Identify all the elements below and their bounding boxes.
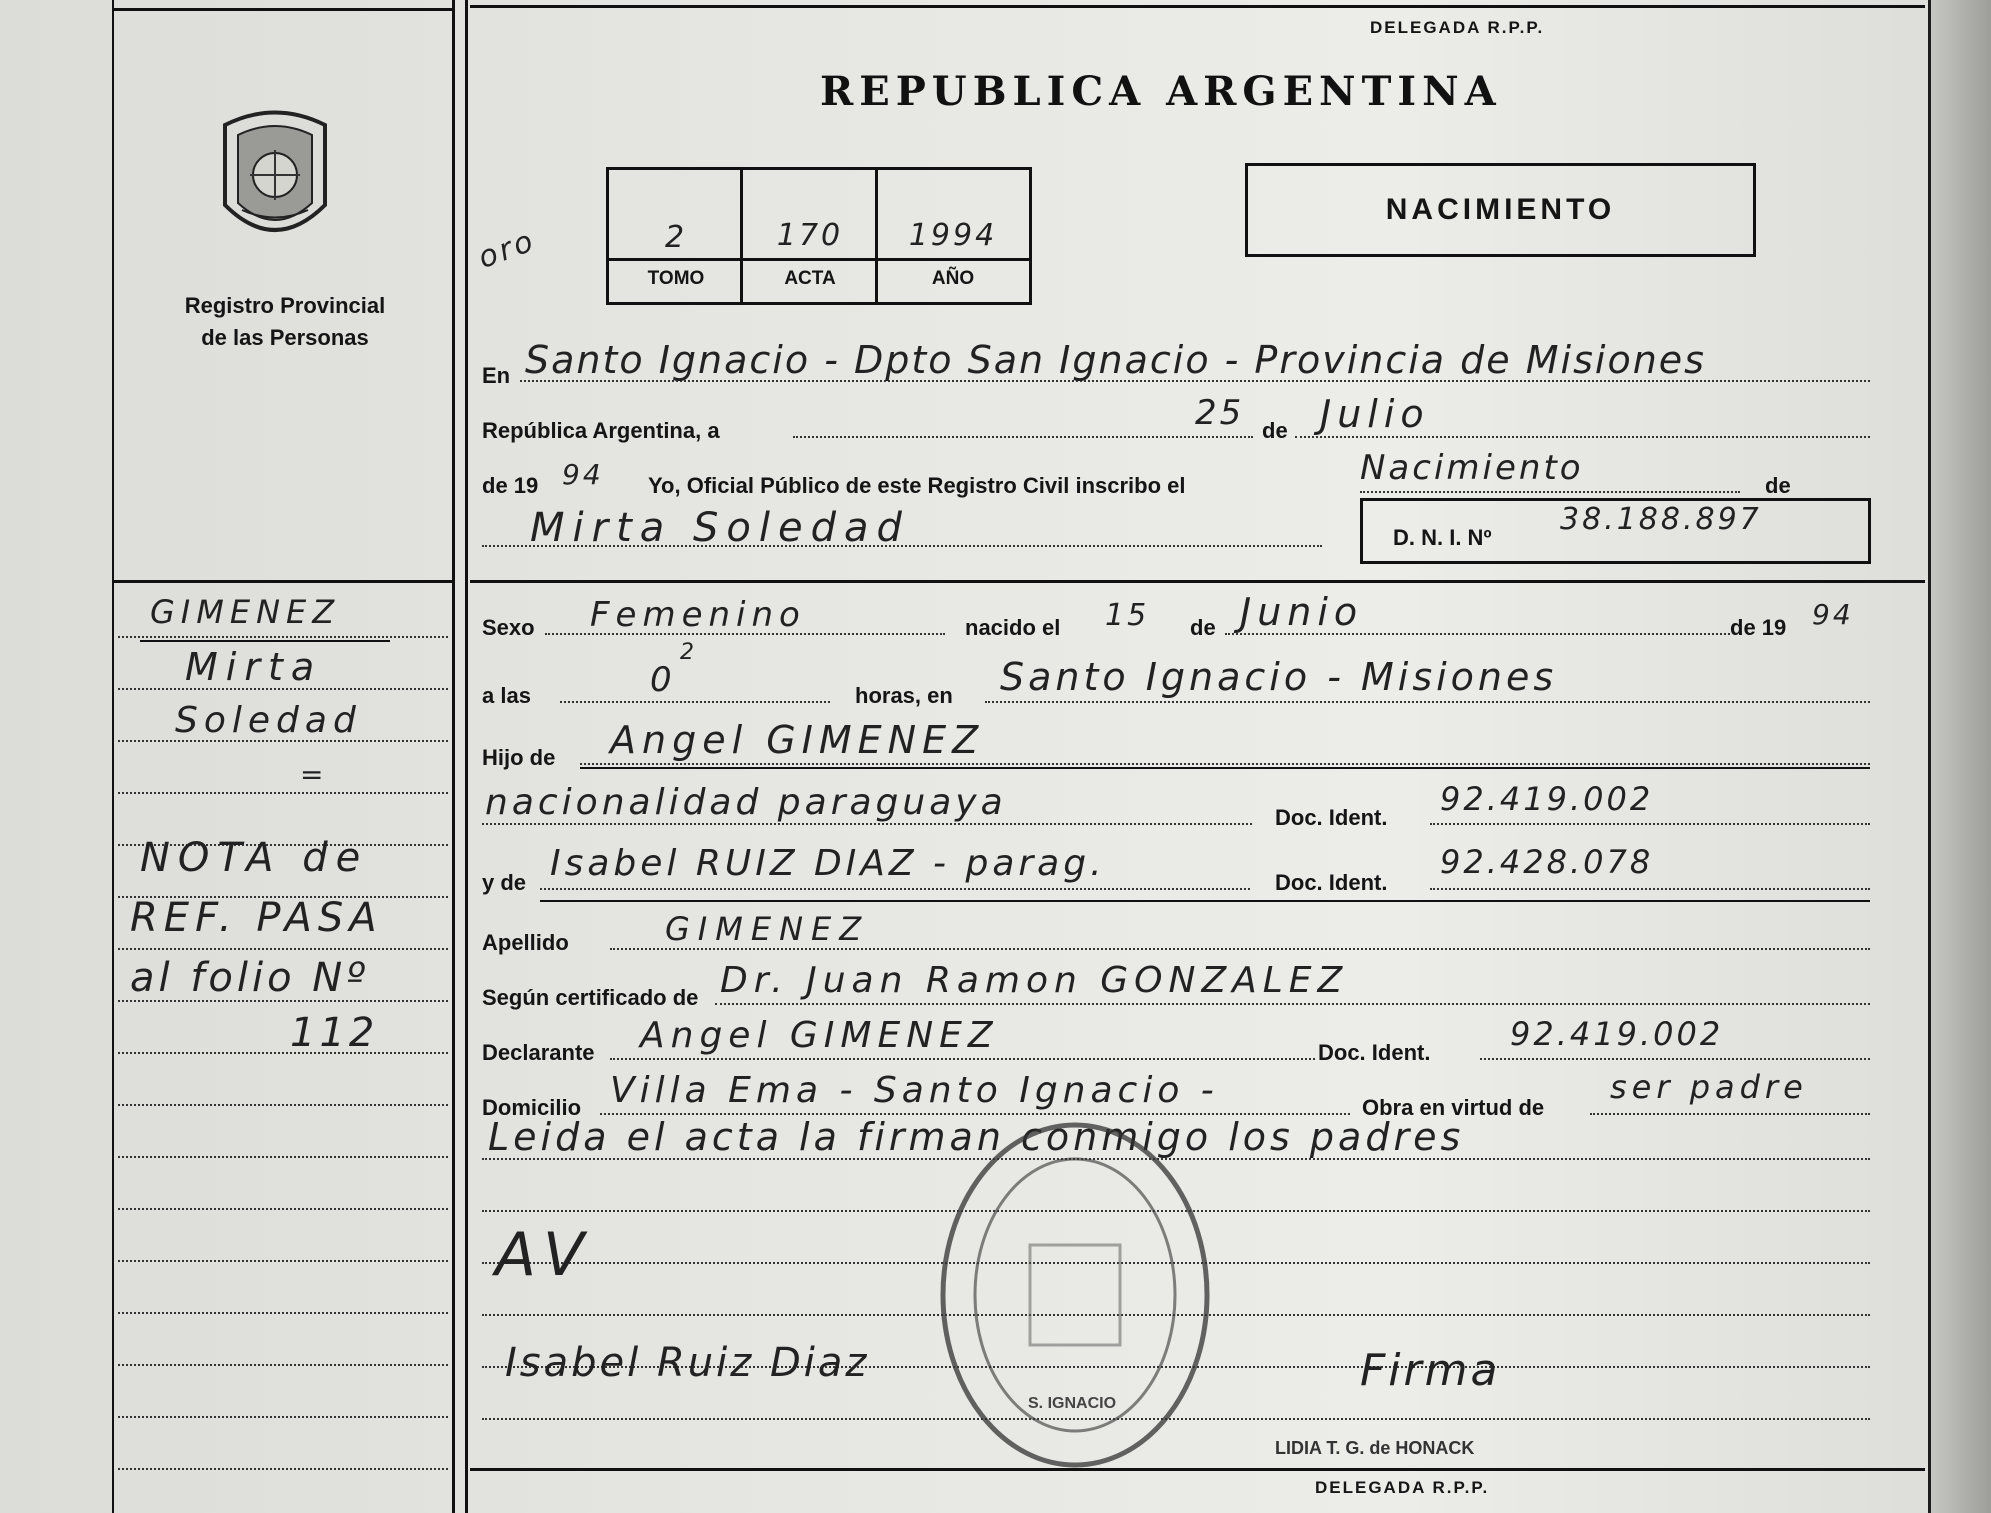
rule-line	[540, 888, 1250, 890]
rule-line	[715, 1003, 1870, 1005]
delegada-top: DELEGADA R.P.P.	[1370, 18, 1545, 37]
margin-header-rule	[112, 580, 452, 583]
label-en: En	[482, 363, 511, 388]
country-title: REPUBLICA ARGENTINA	[820, 68, 1502, 115]
institution-line1: Registro Provincial	[184, 293, 386, 318]
label-y-de: y de	[482, 870, 527, 895]
margin-note2: REF. PASA	[130, 895, 383, 941]
declarant-doc-value: 92.419.002	[1510, 1015, 1724, 1053]
rule-line	[985, 701, 1870, 703]
surname-value: GIMENEZ	[665, 910, 870, 948]
margin-eq: =	[300, 758, 327, 791]
father-doc-value: 92.419.002	[1440, 780, 1654, 818]
margin-name2: Soledad	[175, 700, 362, 741]
rule-line	[1295, 436, 1870, 438]
label-nacido: nacido el	[965, 615, 1061, 640]
label-hijo: Hijo de	[482, 745, 556, 770]
mother-value: Isabel RUIZ DIAZ - parag.	[550, 843, 1106, 884]
margin-rule	[118, 1156, 448, 1158]
label-domicilio: Domicilio	[482, 1095, 582, 1120]
page-edge-line	[1928, 0, 1931, 1513]
margin-rule	[118, 948, 448, 950]
label-doc-ident3: Doc. Ident.	[1318, 1040, 1431, 1065]
sex-value: Femenino	[590, 595, 806, 635]
table-col-divider	[875, 167, 878, 303]
label-declarante: Declarante	[482, 1040, 595, 1065]
margin-note: oro	[473, 223, 541, 276]
label-republica: República Argentina, a	[482, 418, 720, 443]
label-de2: de	[1765, 473, 1791, 498]
margin-top-rule	[112, 8, 452, 11]
rule-line	[1430, 823, 1870, 825]
margin-rule	[118, 1468, 448, 1470]
birth-day-value: 15	[1105, 598, 1150, 633]
label-yo-oficial: Yo, Oficial Público de este Registro Civil inscribo el	[648, 473, 1186, 498]
margin-underline	[140, 640, 390, 642]
dni-value: 38.188.897	[1560, 502, 1762, 537]
birth-place-value: Santo Ignacio - Misiones	[1000, 655, 1558, 699]
label-de19: de 19	[482, 473, 539, 498]
by-virtue-value: ser padre	[1610, 1068, 1808, 1106]
official-stamp	[935, 1115, 1215, 1475]
label-apellido: Apellido	[482, 930, 569, 955]
margin-rule	[118, 1104, 448, 1106]
hour-sup-value: 2	[680, 640, 697, 665]
rule-line	[580, 767, 1870, 769]
day-value: 25	[1195, 393, 1245, 433]
hour-value: 0	[650, 660, 675, 700]
month-value: Julio	[1320, 392, 1430, 436]
body-header-rule	[470, 580, 1925, 583]
rule-line	[1480, 1058, 1870, 1060]
officer-signature: Firma	[1360, 1345, 1501, 1396]
margin-note1: NOTA de	[140, 835, 369, 881]
label-de19b: de 19	[1730, 615, 1787, 640]
tomo-label: TOMO	[647, 268, 705, 289]
margin-rule	[118, 1312, 448, 1314]
label-doc-ident: Doc. Ident.	[1275, 805, 1388, 830]
act-kind-value: Nacimiento	[1360, 448, 1584, 488]
year-suffix: 94	[562, 458, 604, 491]
ano-label: AÑO	[931, 268, 975, 289]
birth-month-value: Junio	[1240, 590, 1364, 634]
label-horas: horas, en	[855, 683, 953, 708]
margin-rule	[118, 636, 448, 638]
margin-rule	[118, 1364, 448, 1366]
label-segun: Según certificado de	[482, 985, 699, 1010]
closing-value: Leida el acta la firman conmigo los padres	[488, 1115, 1465, 1159]
body-top-rule	[470, 5, 1925, 8]
rule-line	[610, 948, 1870, 950]
father-nationality: nacionalidad paraguaya	[485, 782, 1007, 823]
margin-divider	[452, 0, 455, 1513]
father-value: Angel GIMENEZ	[610, 718, 985, 762]
margin-surname: GIMENEZ	[150, 593, 341, 631]
rule-line	[560, 701, 830, 703]
rule-line	[793, 436, 1253, 438]
margin-note3: al folio Nº	[130, 955, 370, 1001]
left-border	[112, 0, 114, 1513]
officer-name: LIDIA T. G. de HONACK	[1275, 1438, 1475, 1458]
declarant-value: Angel GIMENEZ	[640, 1015, 999, 1056]
rule-line	[1360, 491, 1740, 493]
rule-line	[580, 763, 1870, 765]
rule-line	[540, 900, 1870, 902]
stamp-town: S. IGNACIO	[1028, 1395, 1117, 1412]
acta-label: ACTA	[784, 268, 836, 289]
margin-rule	[118, 792, 448, 794]
margin-name1: Mirta	[185, 645, 323, 689]
label-sexo: Sexo	[482, 615, 535, 640]
label-de: de	[1262, 418, 1288, 443]
margin-note4: 112	[290, 1010, 379, 1056]
certificate-value: Dr. Juan Ramon GONZALEZ	[720, 960, 1349, 1001]
table-row-divider	[606, 258, 1030, 261]
page-edge	[1930, 0, 1991, 1513]
rule-line	[1590, 1113, 1870, 1115]
label-doc-ident2: Doc. Ident.	[1275, 870, 1388, 895]
margin-rule	[118, 1052, 448, 1054]
place-value: Santo Ignacio - Dpto San Ignacio - Provincia de Misiones	[525, 338, 1706, 382]
institution-line2: de las Personas	[201, 325, 369, 350]
mother-signature: Isabel Ruiz Diaz	[505, 1340, 870, 1386]
initials-signature: AV	[495, 1220, 595, 1290]
label-obra: Obra en virtud de	[1362, 1095, 1545, 1120]
label-de3: de	[1190, 615, 1216, 640]
acta-value: 170	[776, 218, 844, 253]
label-dni: D. N. I. Nº	[1393, 525, 1492, 550]
margin-rule	[118, 1208, 448, 1210]
tomo-value: 2	[664, 220, 688, 255]
mother-doc-value: 92.428.078	[1440, 843, 1654, 881]
rule-line	[610, 1058, 1315, 1060]
margin-rule	[118, 1416, 448, 1418]
margin-divider-inner	[465, 0, 468, 1513]
provincial-seal	[210, 105, 340, 255]
address-value: Villa Ema - Santo Ignacio -	[610, 1070, 1219, 1111]
birth-year-suffix: 94	[1812, 598, 1854, 631]
act-type: NACIMIENTO	[1385, 193, 1616, 226]
rule-line	[1430, 888, 1870, 890]
given-names-value: Mirta Soledad	[530, 505, 910, 551]
ano-value: 1994	[908, 218, 998, 253]
margin-rule	[118, 1260, 448, 1262]
table-col-divider	[740, 167, 743, 303]
rule-line	[482, 823, 1252, 825]
delegada-bottom: DELEGADA R.P.P.	[1315, 1478, 1490, 1497]
label-a-las: a las	[482, 683, 531, 708]
